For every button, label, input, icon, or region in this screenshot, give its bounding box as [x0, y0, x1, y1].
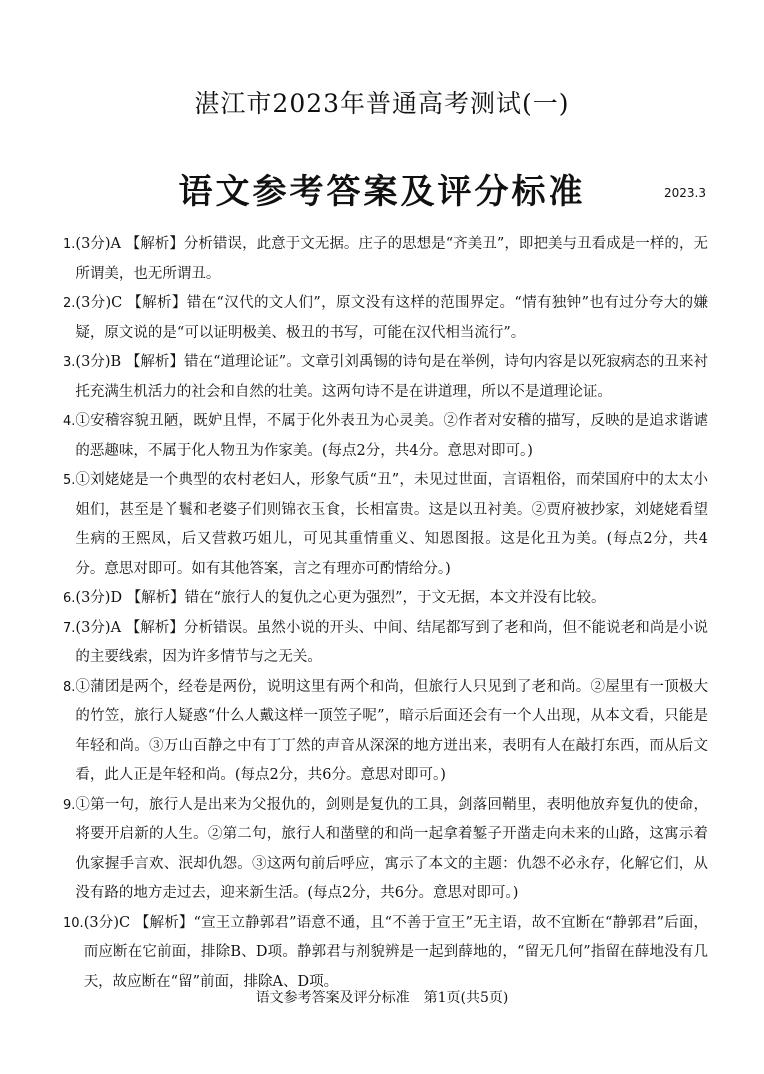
answer-text: (3分)A 【解析】分析错误，此意于文无据。庄子的思想是“齐美丑”，即把美与丑看成是一样的，无所谓美，也无所谓丑。	[75, 236, 708, 282]
answer-number: 8.	[63, 679, 76, 695]
answer-text: ①第一句，旅行人是出来为父报仇的，剑则是复仇的工具，剑落回鞘里，表明他放弃复仇的使命，将要开启新的人生。②第二句，旅行人和凿壁的和尚一起拿着錾子开凿走向未来的山路，这寓示着仇家握手言欢、泯却仇怨。③这两句前后呼应，寓示了本文的主题：仇怨不必永存，化解它们，从没有路的地方走过去，迎来新生活。(每点2分，共6分。意思对即可。)	[75, 796, 708, 901]
answer-item	[63, 909, 708, 998]
answer-item	[63, 407, 708, 466]
answer-number: 10.	[63, 915, 84, 931]
answer-text: (3分)C 【解析】“宣王立静郭君”语意不通，且“不善于宣王”无主语，故不宜断在“静郭君”后面，而应断在它前面，排除B、D项。静郭君与剂貌辨是一起到薛地的，“留无几何”指留在薛地没有几天，故应断在“留”前面，排除A、D项。	[83, 914, 708, 990]
answer-text: (3分)B 【解析】错在“道理论证”。文章引刘禹锡的诗句是在举例，诗句内容是以死寂病态的丑来衬托充满生机活力的社会和自然的壮美。这两句诗不是在讲道理，所以不是道理论证。	[75, 354, 708, 400]
answer-text: ①蒲团是两个，经卷是两份，说明这里有两个和尚，但旅行人只见到了老和尚。②屋里有一顶极大的竹笠，旅行人疑惑“什么人戴这样一顶笠子呢”，暗示后面还会有一个人出现，从本文看，只能是年轻和尚。③万山百静之中有丁丁然的声音从深深的地方迸出来，表明有人在敲打东西，而从后文看，此人正是年轻和尚。(每点2分，共6分。意思对即可。)	[75, 678, 708, 783]
answer-item	[63, 466, 708, 584]
page-title: 语文参考答案及评分标准	[178, 172, 586, 212]
document-date: 2023.3	[664, 186, 706, 200]
exam-title: 湛江市2023年普通高考测试(一)	[194, 89, 570, 118]
answer-number: 5.	[63, 473, 76, 488]
answer-text: (3分)D 【解析】错在“旅行人的复仇之心更为强烈”，于文无据，本文并没有比较。	[75, 590, 606, 606]
page-footer: 语文参考答案及评分标准 第1页(共5页)	[255, 990, 509, 1006]
answer-number: 7.	[63, 620, 76, 636]
answer-text: (3分)C 【解析】错在“汉代的文人们”，原文没有这样的范围界定。“情有独钟”也有过分夸大的嫌疑，原文说的是“可以证明极美、极丑的书写，可能在汉代相当流行”。	[75, 295, 708, 341]
answer-item	[63, 673, 708, 791]
answer-number: 9.	[63, 797, 76, 813]
answer-number: 1.	[63, 237, 76, 252]
answer-number: 4.	[63, 414, 76, 429]
answer-item	[63, 584, 708, 614]
answer-list	[63, 230, 708, 997]
answer-text: (3分)A 【解析】分析错误。虽然小说的开头、中间、结尾都写到了老和尚，但不能说老和尚是小说的主要线索，因为许多情节与之无关。	[75, 619, 708, 665]
answer-number: 3.	[63, 355, 76, 370]
answer-number: 6.	[63, 591, 76, 606]
answer-item	[63, 289, 708, 348]
answer-text: ①安稽容貌丑陋，既妒且悍，不属于化外表丑为心灵美。②作者对安稽的描写，反映的是追求谐谑的恶趣味，不属于化人物丑为作家美。(每点2分，共4分。意思对即可。)	[75, 413, 708, 459]
answer-item	[63, 614, 708, 673]
answer-item	[63, 348, 708, 407]
answer-text: ①刘姥姥是一个典型的农村老妇人，形象气质“丑”，未见过世面，言语粗俗，而荣国府中的太太小姐们，甚至是丫鬟和老婆子们则锦衣玉食，长相富贵。这是以丑衬美。②贾府被抄家，刘姥姥看望生病的王熙凤，后又营救巧姐儿，可见其重情重义、知恩图报。这是化丑为美。(每点2分，共4分。意思对即可。如有其他答案，言之有理亦可酌情给分。)	[75, 472, 708, 577]
answer-item	[63, 230, 708, 289]
answer-number: 2.	[63, 296, 76, 311]
answer-item	[63, 791, 708, 909]
